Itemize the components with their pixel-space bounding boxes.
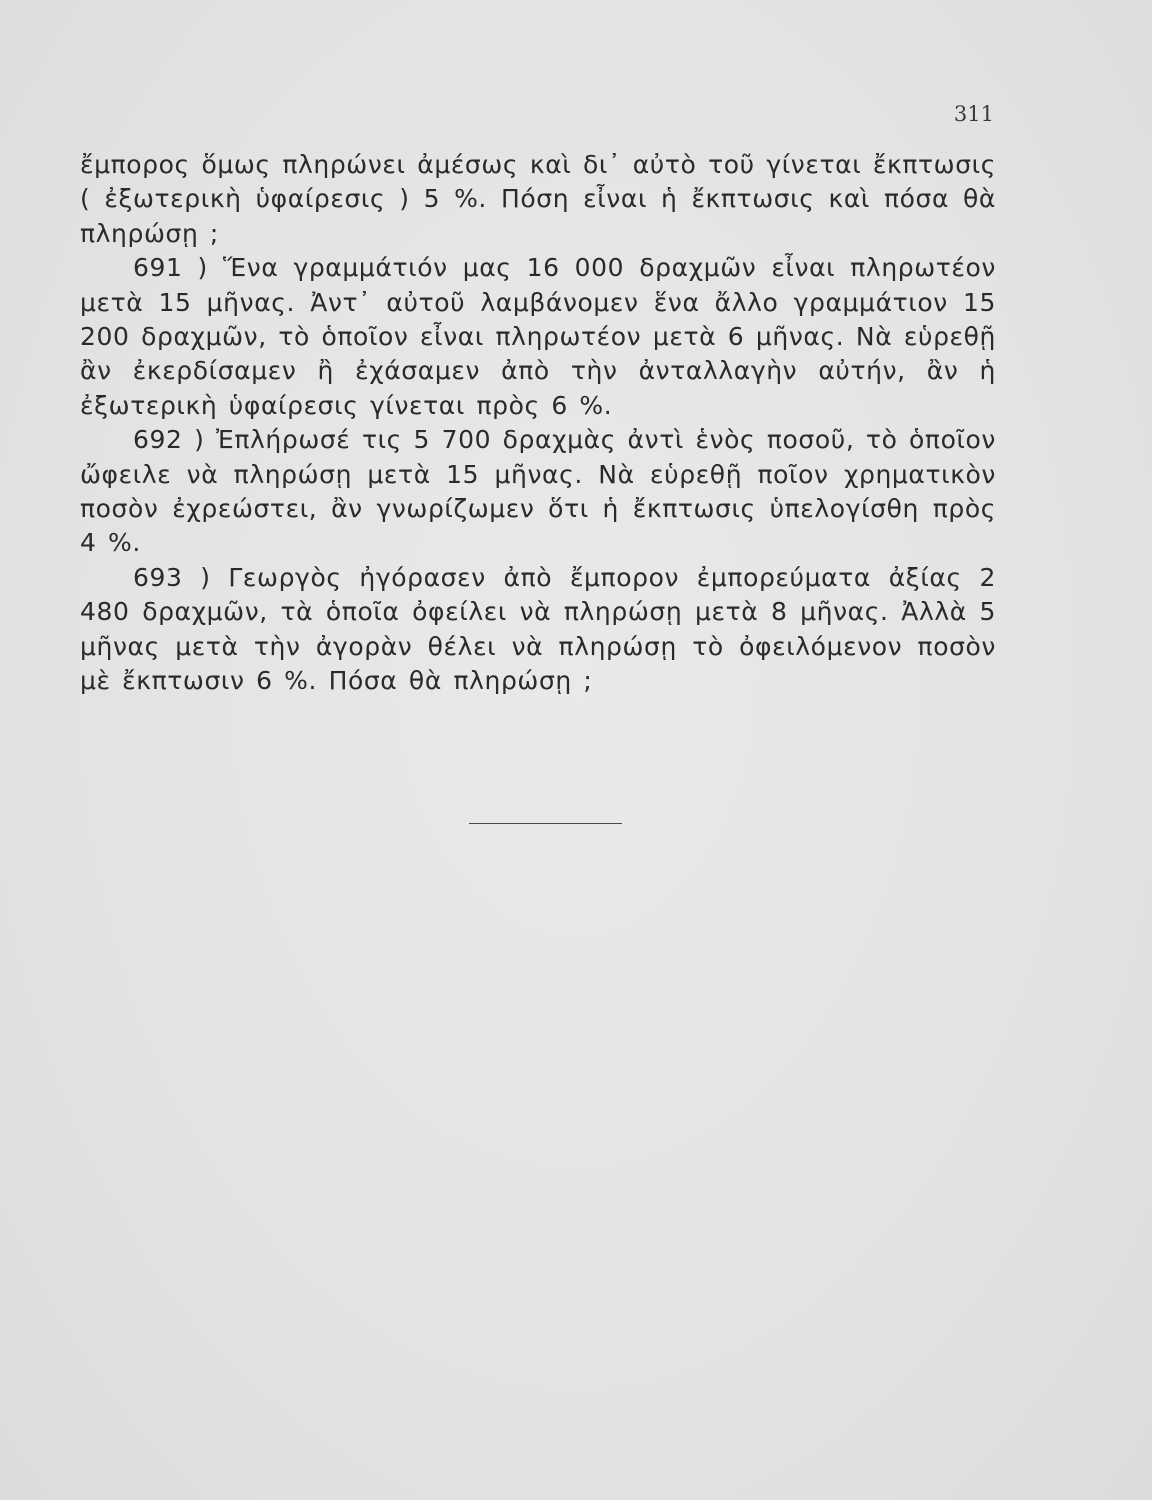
- intro-paragraph: ἔμπορος ὅμως πληρώνει ἀμέσως καὶ δι᾽ αὐτὸ τοῦ γίνεται ἔκπτωσις ( ἐξωτερικὴ ὑφαίρεσις ) 5 %. Πόση εἶναι ἡ ἔκπτωσις καὶ πόσα θὰ πληρώσῃ ;: [80, 150, 996, 248]
- problem-691: 691 ) Ἕνα γραμμάτιόν μας 16 000 δραχμῶν εἶναι πληρωτέον μετὰ 15 μῆνας. Ἀντ᾽ αὐτοῦ λαμβάνομεν ἕνα ἄλλο γραμμάτιον 15 200 δραχμῶν, τὸ ὁποῖον εἶναι πληρωτέον μετὰ 6 μῆνας. Νὰ εὑρεθῇ ἂν ἐκερδίσαμεν ἢ ἐχάσαμεν ἀπὸ τὴν ἀνταλλαγὴν αὐτήν, ἂν ἡ ἐξωτερικὴ ὑφαίρεσις γίνεται πρὸς 6 %.: [80, 253, 996, 420]
- problem-693: 693 ) Γεωργὸς ἠγόρασεν ἀπὸ ἔμπορον ἐμπορεύματα ἀξίας 2 480 δραχμῶν, τὰ ὁποῖα ὀφείλει νὰ πληρώσῃ μετὰ 8 μῆνας. Ἀλλὰ 5 μῆνας μετὰ τὴν ἀγορὰν θέλει νὰ πληρώσῃ τὸ ὀφειλόμενον ποσὸν μὲ ἔκπτωσιν 6 %. Πόσα θὰ πληρώσῃ ;: [80, 562, 996, 696]
- end-separator-line: [469, 823, 622, 824]
- page-number: 311: [953, 102, 994, 126]
- page-text: [80, 148, 996, 699]
- problem-692: 692 ) Ἐπλήρωσέ τις 5 700 δραχμὰς ἀντὶ ἑνὸς ποσοῦ, τὸ ὁποῖον ὤφειλε νὰ πληρώσῃ μετὰ 15 μῆνας. Νὰ εὑρεθῇ ποῖον χρηματικὸν ποσὸν ἐχρεώστει, ἂν γνωρίζωμεν ὅτι ἡ ἔκπτωσις ὑπελογίσθη πρὸς 4 %.: [80, 425, 996, 558]
